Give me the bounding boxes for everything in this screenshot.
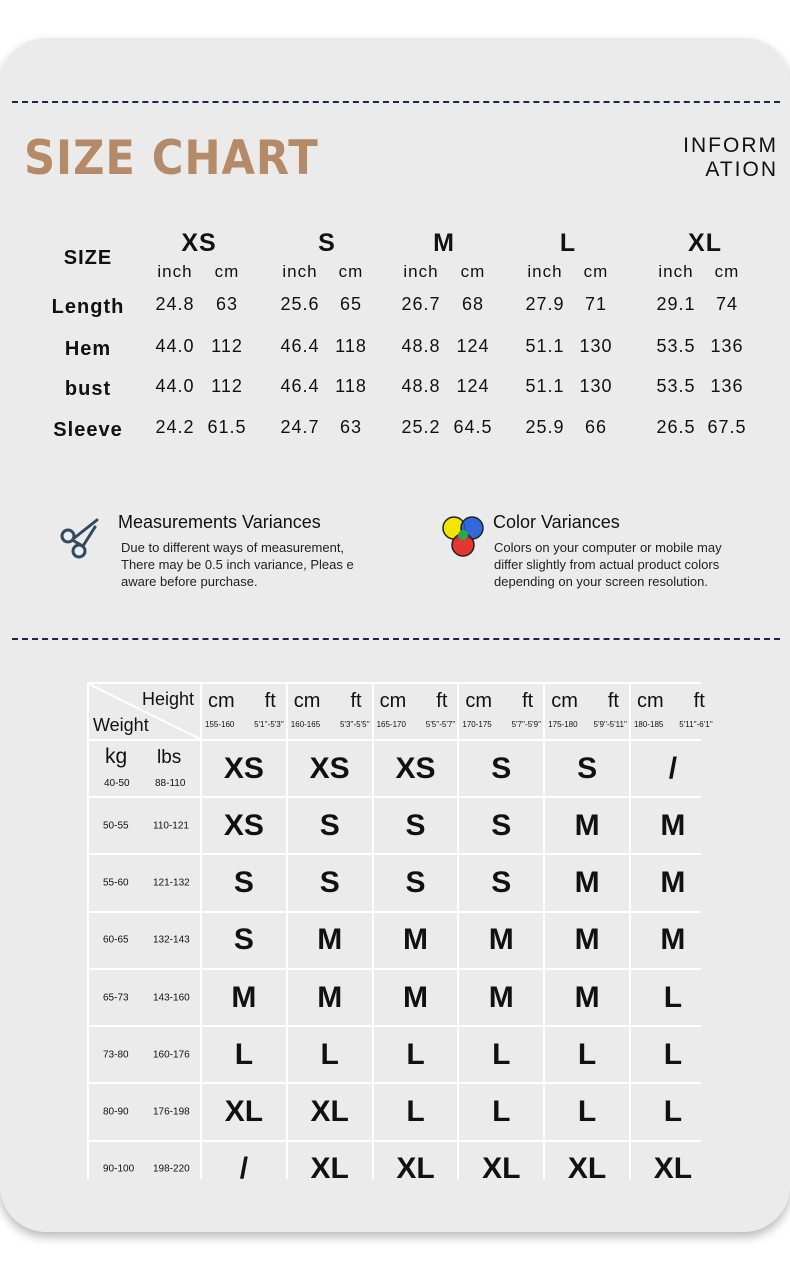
recommended-size-cell: L [545,1027,629,1082]
color-variance-title: Color Variances [493,512,620,532]
measurement-cm-value: 124 [456,376,490,396]
unit-ft-label: ft [350,690,362,712]
weight-lbs-range: 176-198 [153,1106,190,1118]
measurement-inch-value: 27.9 [525,294,565,314]
kg-label: kg [105,745,128,768]
weight-row-header [89,1027,200,1082]
measurement-inch-value: 46.4 [280,376,320,396]
height-column-header [459,684,543,739]
recommended-size-cell: L [459,1084,543,1139]
weight-lbs-range: 198-220 [153,1163,190,1175]
measurement-variance-title: Measurements Variances [118,512,321,532]
information-label: INFORM ATION [683,134,778,181]
recommended-size-cell: S [288,855,372,910]
recommended-size-cell: M [545,855,629,910]
measurement-cm-value: 71 [584,294,608,314]
unit-cm-label: cm [208,690,235,712]
measurement-cm-value: 61.5 [207,417,247,437]
recommended-size-cell: M [288,970,372,1025]
height-weight-corner [89,684,200,739]
measurement-row-label: Sleeve [53,419,123,441]
top-divider [12,101,780,103]
recommended-size-cell: L [545,1084,629,1139]
recommended-size-cell: L [374,1027,458,1082]
weight-row-header [89,798,200,853]
measurement-variance-text: Due to different ways of measurement, There may be 0.5 inch variance, Pleas e aware before purchase. [121,540,354,589]
unit-ft-label: ft [436,690,448,712]
measurement-inch-value: 24.7 [280,417,320,437]
scissors-icon [57,514,105,562]
height-column-header [631,684,715,739]
recommended-size-cell: XL [288,1142,372,1197]
size-column-header: L [559,229,577,257]
measurement-inch-value: 26.7 [401,294,441,314]
weight-kg-range: 60-65 [103,934,129,946]
measurement-inch-value: 25.9 [525,417,565,437]
height-ft-range: 5'9''-5'11'' [593,720,627,729]
recommended-size-cell: M [631,798,715,853]
measurement-cm-value: 130 [579,336,613,356]
weight-lbs-range: 143-160 [153,992,190,1004]
recommended-size-cell: L [374,1084,458,1139]
recommended-size-cell: M [374,970,458,1025]
recommended-size-cell: M [545,970,629,1025]
weight-kg-range: 90-100 [103,1163,135,1175]
measurement-cm-value: 118 [335,336,367,356]
recommended-size-cell: M [288,913,372,968]
middle-divider [12,638,780,640]
recommended-size-cell: XL [459,1142,543,1197]
recommended-size-cell: S [374,798,458,853]
measurement-row-label: bust [64,378,112,400]
measurement-inch-value: 53.5 [656,336,696,356]
measurement-cm-value: 64.5 [453,417,493,437]
height-ft-range: 5'11''-6'1'' [679,720,713,729]
height-column-header [288,684,372,739]
height-label: Height [141,689,194,709]
weight-lbs-range: 121-132 [153,877,190,889]
measurement-cm-value: 118 [335,376,367,396]
recommended-size-cell: M [545,798,629,853]
height-cm-range: 155-160 [205,720,235,729]
weight-kg-range: 40-50 [104,778,130,789]
recommended-size-cell: S [459,741,543,796]
measurement-cm-value: 63 [339,417,363,437]
weight-lbs-range: 110-121 [153,820,189,832]
weight-kg-range: 65-73 [103,992,129,1004]
measurement-cm-value: 136 [710,336,744,356]
weight-label: Weight [93,715,149,735]
measurement-cm-value: 66 [584,417,608,437]
recommended-size-cell: XL [374,1142,458,1197]
weight-row-header [89,741,200,796]
measurement-cm-value: 130 [579,376,613,396]
recommended-size-cell: S [288,798,372,853]
height-ft-range: 5'5''-5'7'' [425,720,456,729]
unit-cm-label: cm [714,262,740,281]
weight-kg-range: 50-55 [103,820,129,832]
height-column-header [374,684,458,739]
recommended-size-cell: L [459,1027,543,1082]
recommended-size-cell: S [374,855,458,910]
measurement-cm-value: 68 [461,294,485,314]
recommended-size-cell: M [202,970,286,1025]
recommended-size-cell: / [631,741,715,796]
recommended-size-cell: L [631,970,715,1025]
recommended-size-cell: S [202,913,286,968]
recommended-size-cell: L [631,1027,715,1082]
recommended-size-cell: L [631,1084,715,1139]
measurement-cm-value: 74 [715,294,739,314]
measurement-cm-value: 124 [456,336,490,356]
recommended-size-cell: S [202,855,286,910]
recommended-size-cell: S [545,741,629,796]
measurement-cm-value: 136 [710,376,744,396]
weight-row-header [89,1142,200,1197]
measurement-inch-value: 48.8 [401,336,441,356]
recommended-size-cell: XL [202,1084,286,1139]
unit-cm-label: cm [465,690,493,712]
recommended-size-cell: M [374,913,458,968]
recommended-size-cell: XS [202,798,286,853]
measurement-cm-value: 67.5 [707,417,747,437]
weight-row-header [89,970,200,1025]
height-cm-range: 175-180 [548,720,578,729]
unit-ft-label: ft [607,690,619,712]
height-column-header [202,684,286,739]
recommended-size-cell: M [631,855,715,910]
unit-inch-label: inch [527,262,563,281]
height-cm-range: 160-165 [290,720,321,729]
size-column-header: S [318,229,336,257]
recommended-size-cell: XL [288,1084,372,1139]
measurement-inch-value: 24.2 [155,417,195,437]
unit-inch-label: inch [282,262,318,281]
unit-cm-label: cm [551,690,578,712]
weight-kg-range: 80-90 [103,1106,129,1118]
unit-cm-label: cm [293,690,321,712]
size-column-header: M [433,229,455,257]
weight-lbs-range: 88-110 [155,778,186,789]
recommended-size-cell: S [459,798,543,853]
measurement-row-label: Hem [64,338,112,360]
recommended-size-cell: M [459,913,543,968]
size-column-header: XS [181,229,217,257]
weight-row-header [89,1084,200,1139]
size-recommendation-table [87,682,713,1186]
unit-inch-label: inch [658,262,694,281]
measurement-inch-value: 51.1 [525,336,565,356]
color-circles-icon [440,514,488,562]
measurement-inch-value: 53.5 [656,376,696,396]
page-title: SIZE CHART [24,131,319,186]
measurement-cm-value: 65 [339,294,363,314]
measurement-cm-value: 63 [215,294,239,314]
recommended-size-cell: / [202,1142,286,1197]
measurement-inch-value: 44.0 [155,336,195,356]
measurement-inch-value: 51.1 [525,376,565,396]
size-column-header: XL [688,229,722,257]
unit-ft-label: ft [522,690,534,712]
unit-ft-label: ft [264,690,276,712]
measurement-inch-value: 26.5 [656,417,696,437]
weight-lbs-range: 132-143 [153,934,190,946]
height-ft-range: 5'7''-5'9'' [511,720,542,729]
recommended-size-cell: M [459,970,543,1025]
recommended-size-cell: L [202,1027,286,1082]
recommended-size-cell: M [545,913,629,968]
unit-cm-label: cm [214,262,240,281]
weight-row-header [89,913,200,968]
unit-cm-label: cm [583,262,609,281]
unit-cm-label: cm [636,690,664,712]
recommended-size-cell: S [459,855,543,910]
recommended-size-cell: L [288,1027,372,1082]
unit-cm-label: cm [338,262,364,281]
measurement-inch-value: 46.4 [280,336,320,356]
unit-inch-label: inch [157,262,193,281]
unit-cm-label: cm [460,262,486,281]
height-cm-range: 165-170 [376,720,406,729]
measurement-inch-value: 25.2 [401,417,441,437]
height-ft-range: 5'1''-5'3'' [254,720,284,729]
lbs-label: lbs [157,747,182,768]
measurement-row-label: Length [51,296,125,318]
height-cm-range: 170-175 [462,720,492,729]
unit-ft-label: ft [693,690,705,712]
measurement-inch-value: 24.8 [155,294,195,314]
unit-cm-label: cm [379,690,407,712]
weight-row-header [89,855,200,910]
height-column-header [545,684,629,739]
recommended-size-cell: XS [288,741,372,796]
measurement-inch-value: 44.0 [155,376,195,396]
height-ft-range: 5'3''-5'5'' [339,720,370,729]
unit-inch-label: inch [403,262,439,281]
recommended-size-cell: XS [202,741,286,796]
measurement-inch-value: 29.1 [656,294,696,314]
recommended-size-cell: M [631,913,715,968]
measurement-inch-value: 25.6 [280,294,320,314]
weight-kg-range: 73-80 [103,1049,129,1061]
recommended-size-cell: XL [631,1142,715,1197]
recommended-size-cell: XL [545,1142,629,1197]
height-cm-range: 180-185 [633,720,664,729]
measurement-inch-value: 48.8 [401,376,441,396]
weight-kg-range: 55-60 [103,877,129,889]
measurement-cm-value: 112 [211,376,243,396]
size-header-label: SIZE [63,247,113,269]
color-variance-text: Colors on your computer or mobile may differ slightly from actual product colors depending on your screen resolution. [494,540,722,589]
measurement-cm-value: 112 [211,336,243,356]
weight-lbs-range: 160-176 [153,1049,190,1061]
recommended-size-cell: XS [374,741,458,796]
